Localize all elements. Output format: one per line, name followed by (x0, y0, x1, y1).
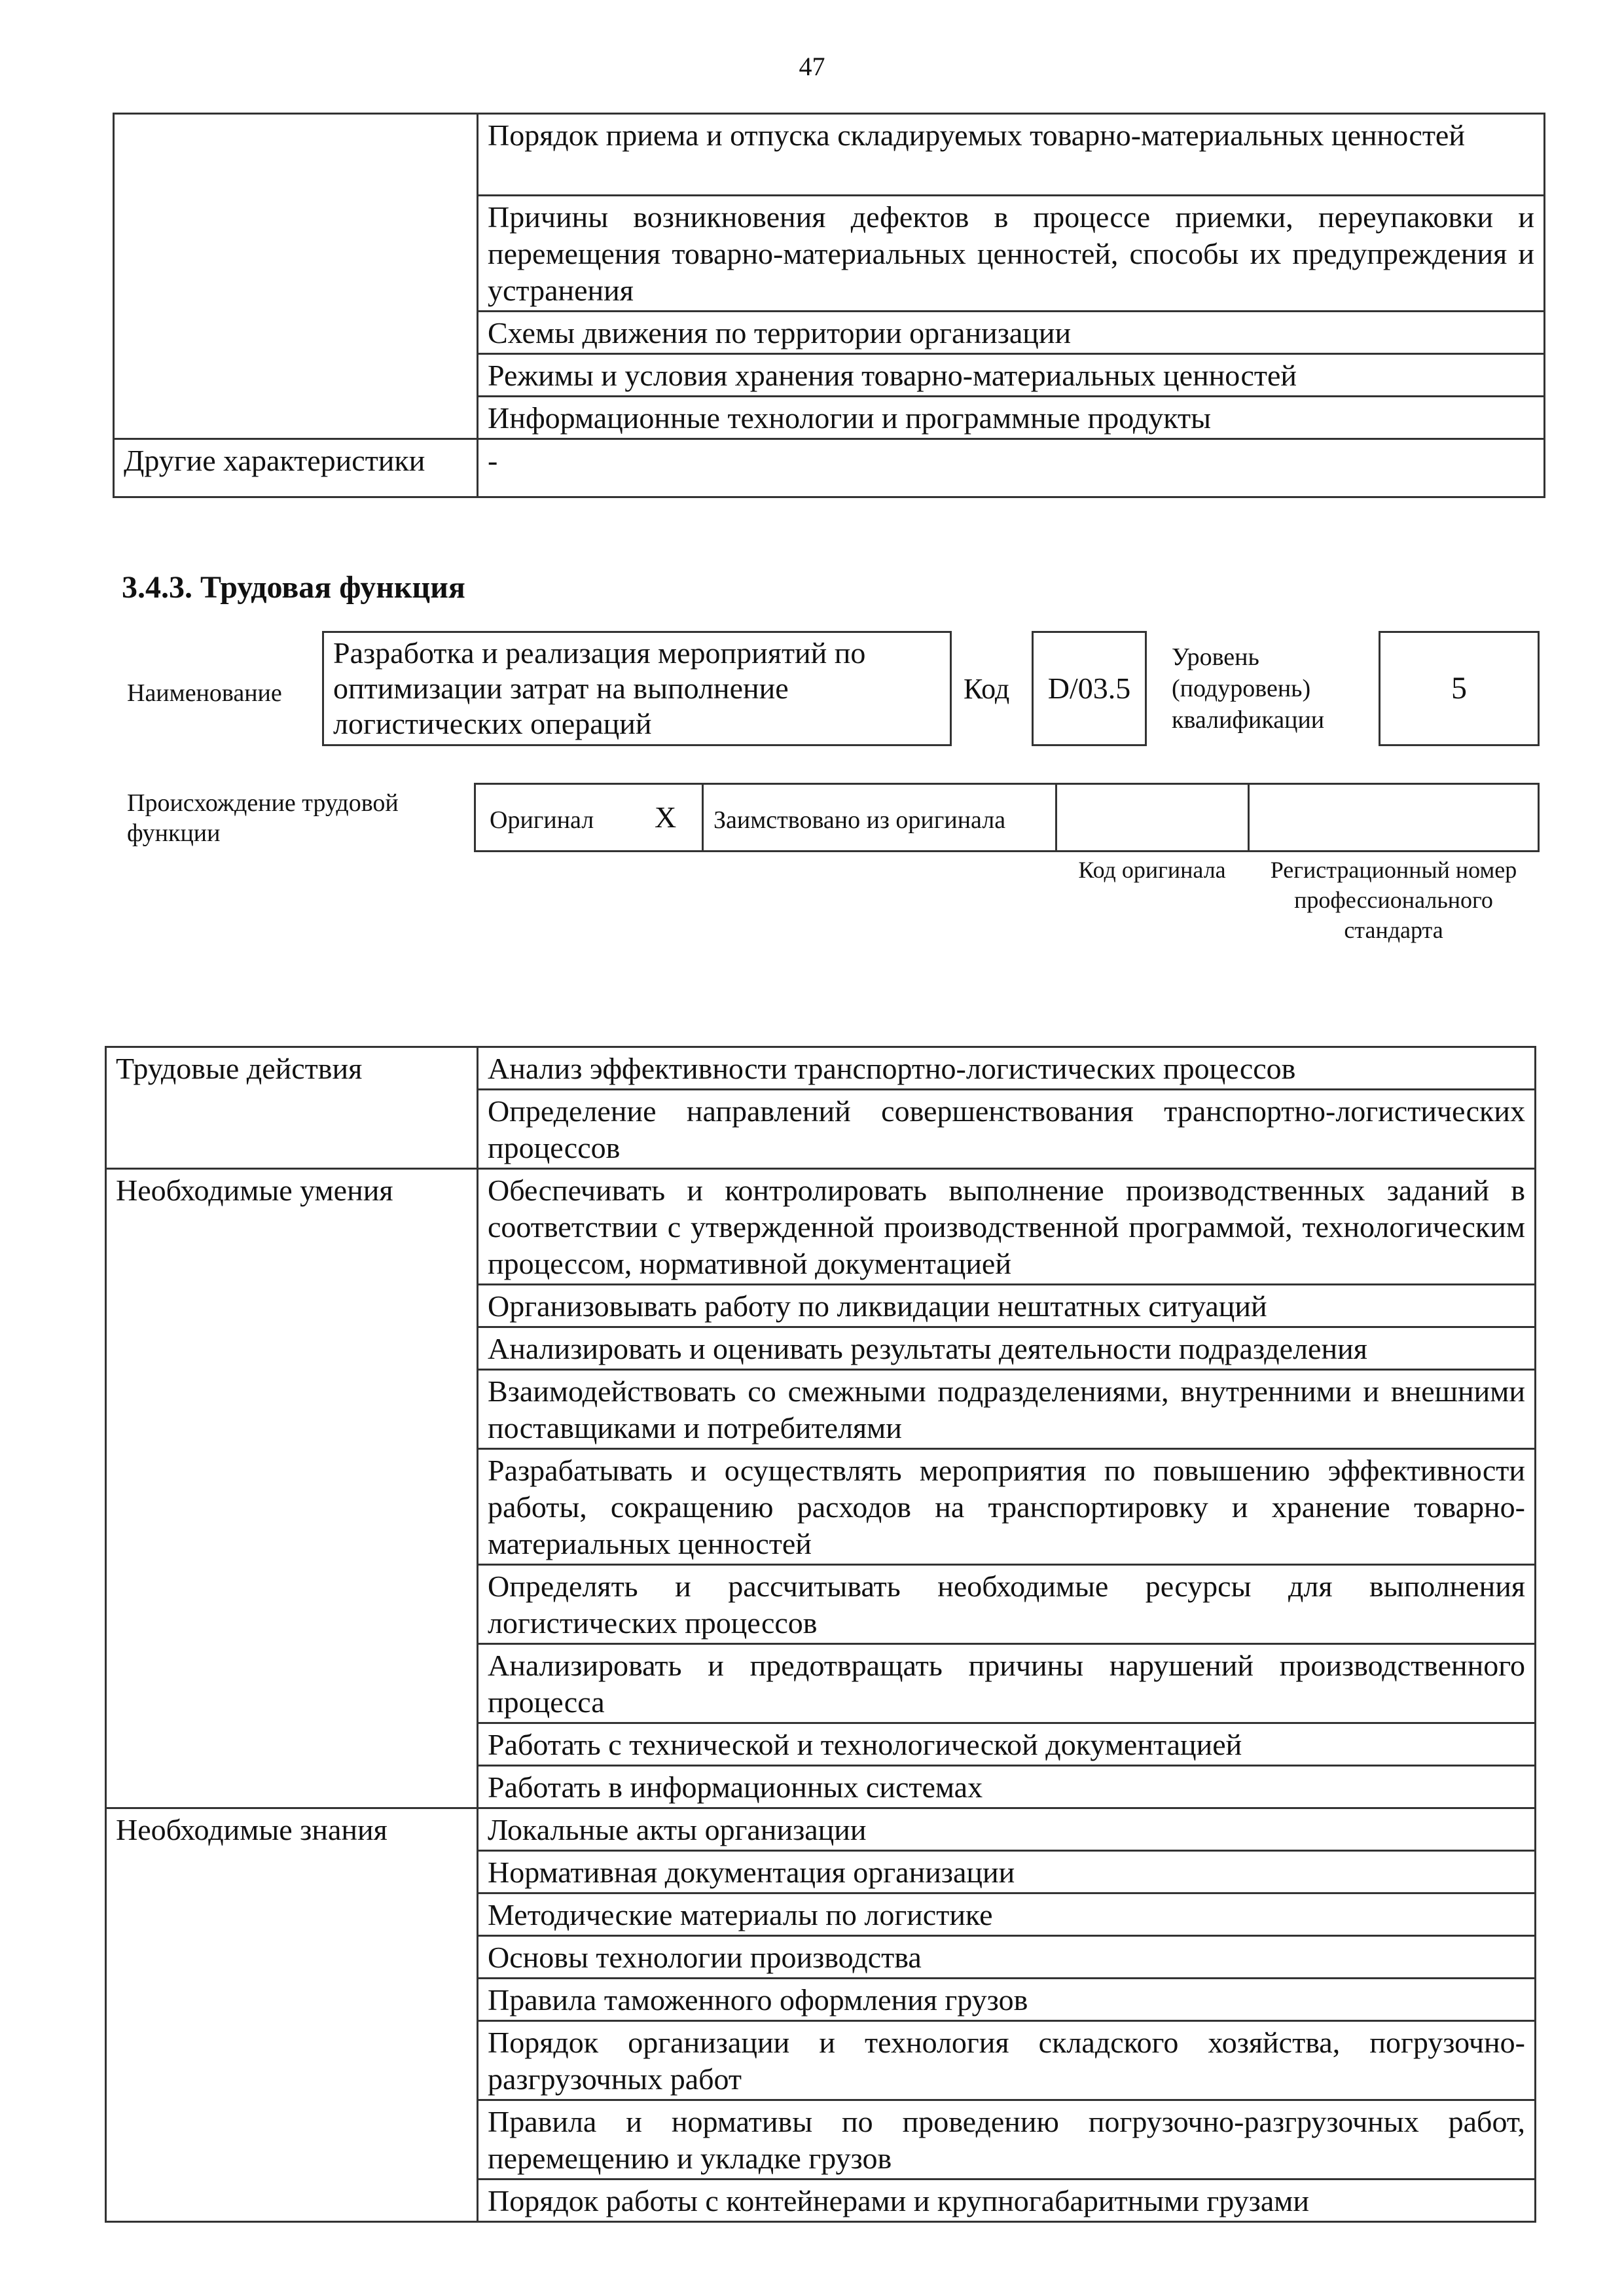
knowledge-row: Порядок организации и технология складского хозяйства, погрузочно-разгрузочных работ (478, 2021, 1536, 2100)
origin-divider (1248, 783, 1250, 852)
skill-item: Обеспечивать и контролировать выполнение производственных заданий в соответствии с утвержденной производственной программой, технологическим процессом, нормативной документацией (478, 1169, 1536, 1285)
skill-item: Работать в информационных системах (478, 1766, 1536, 1808)
origin-row (474, 783, 1540, 852)
skills-label: Необходимые умения (106, 1169, 478, 1808)
skill-item: Организовывать работу по ликвидации нештатных ситуаций (478, 1285, 1536, 1327)
reg-number-caption: Регистрационный номер профессионального стандарта (1270, 857, 1517, 943)
knowledge-item: Информационные технологии и программные продукты (478, 397, 1545, 439)
code-label: Код (964, 673, 1010, 705)
name-label: Наименование (127, 679, 282, 707)
code-original-caption: Код оригинала (1078, 857, 1226, 883)
knowledge-row: Основы технологии производства (478, 1936, 1536, 1979)
knowledge-row: Нормативная документация организации (478, 1851, 1536, 1893)
skill-item: Определять и рассчитывать необходимые ресурсы для выполнения логистических процессов (478, 1565, 1536, 1644)
top-table-empty-label (114, 114, 478, 439)
knowledge-row: Локальные акты организации (478, 1808, 1536, 1851)
knowledge-row: Правила таможенного оформления грузов (478, 1979, 1536, 2021)
knowledge-item: Порядок приема и отпуска складируемых товарно-материальных ценностей (478, 114, 1545, 196)
code-value: D/03.5 (1032, 631, 1147, 746)
original-mark: X (655, 800, 677, 834)
name-value: Разработка и реализация мероприятий по оптимизации затрат на выполнение логистических операций (333, 636, 866, 740)
level-value: 5 (1379, 631, 1540, 746)
page-number: 47 (799, 52, 825, 81)
origin-label: Происхождение трудовой функции (127, 789, 399, 847)
knowledge-item: Режимы и условия хранения товарно-материальных ценностей (478, 354, 1545, 397)
other-characteristics-value: - (478, 439, 1545, 497)
name-value-box (322, 631, 952, 746)
knowledge-row: Правила и нормативы по проведению погрузочно-разгрузочных работ, перемещению и укладке грузов (478, 2100, 1536, 2179)
action-item: Определение направлений совершенствования транспортно-логистических процессов (478, 1090, 1536, 1169)
original-label: Оригинал (490, 806, 594, 834)
origin-divider (1055, 783, 1057, 852)
origin-divider (702, 783, 704, 852)
action-item: Анализ эффективности транспортно-логистических процессов (478, 1047, 1536, 1090)
top-table (113, 113, 1545, 498)
knowledge-item: Причины возникновения дефектов в процессе приемки, переупаковки и перемещения товарно-материальных ценностей, способы их предупреждения и устранения (478, 196, 1545, 312)
knowledge-row: Методические материалы по логистике (478, 1893, 1536, 1936)
actions-label: Трудовые действия (106, 1047, 478, 1169)
knowledge-label: Необходимые знания (106, 1808, 478, 2222)
skill-item: Работать с технической и технологической документацией (478, 1723, 1536, 1766)
main-table (105, 1046, 1536, 2223)
section-title: 3.4.3. Трудовая функция (122, 570, 465, 605)
skill-item: Анализировать и оценивать результаты деятельности подразделения (478, 1327, 1536, 1370)
other-characteristics-label: Другие характеристики (114, 439, 478, 497)
borrowed-label: Заимствовано из оригинала (713, 806, 1006, 834)
level-label: Уровень (подуровень) квалификации (1172, 643, 1325, 734)
skill-item: Анализировать и предотвращать причины нарушений производственного процесса (478, 1644, 1536, 1723)
knowledge-row: Порядок работы с контейнерами и крупногабаритными грузами (478, 2179, 1536, 2222)
skill-item: Взаимодействовать со смежными подразделениями, внутренними и внешними поставщиками и потребителями (478, 1370, 1536, 1449)
knowledge-item: Схемы движения по территории организации (478, 312, 1545, 354)
skill-item: Разрабатывать и осуществлять мероприятия по повышению эффективности работы, сокращению расходов на транспортировку и хранение товарно-материальных ценностей (478, 1449, 1536, 1565)
